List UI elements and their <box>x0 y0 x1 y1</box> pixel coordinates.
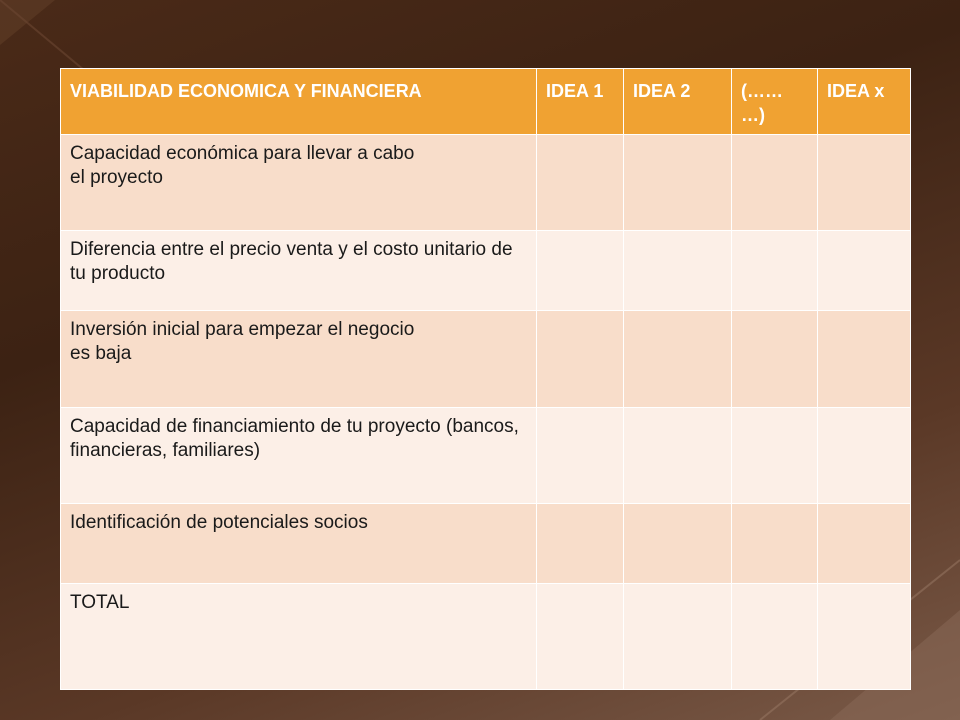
table-cell <box>537 231 624 311</box>
table-cell <box>732 584 818 690</box>
table-cell <box>624 584 732 690</box>
row-label: Capacidad económica para llevar a cabo el proyecto <box>61 135 537 231</box>
table-cell <box>732 231 818 311</box>
table-row <box>61 231 911 311</box>
header-idea-x: IDEA x <box>818 69 911 135</box>
header-criteria: VIABILIDAD ECONOMICA Y FINANCIERA <box>61 69 537 135</box>
table-row <box>61 135 911 231</box>
table-cell <box>624 311 732 408</box>
header-idea-1: IDEA 1 <box>537 69 624 135</box>
row-label: Inversión inicial para empezar el negocio es baja <box>61 311 537 408</box>
table-cell <box>818 135 911 231</box>
table-cell <box>537 135 624 231</box>
table-row <box>61 311 911 408</box>
header-idea-2: IDEA 2 <box>624 69 732 135</box>
table-row <box>61 408 911 504</box>
row-label: Identificación de potenciales socios <box>61 504 537 584</box>
table-cell <box>624 135 732 231</box>
table-cell <box>732 135 818 231</box>
table-row-total <box>61 584 911 690</box>
table-cell <box>818 504 911 584</box>
row-label: Diferencia entre el precio venta y el costo unitario de tu producto <box>61 231 537 311</box>
table-cell <box>818 231 911 311</box>
table-cell <box>732 408 818 504</box>
table-cell <box>624 408 732 504</box>
table-cell <box>537 408 624 504</box>
table-cell <box>537 504 624 584</box>
table-cell <box>537 584 624 690</box>
table-cell <box>818 408 911 504</box>
table-cell <box>818 311 911 408</box>
table-cell <box>624 504 732 584</box>
table-cell <box>732 504 818 584</box>
table-cell <box>537 311 624 408</box>
viability-table <box>60 68 911 690</box>
table-header-row <box>61 69 911 135</box>
table-row <box>61 504 911 584</box>
header-ellipsis: (…… …) <box>732 69 818 135</box>
table-cell <box>818 584 911 690</box>
row-label-total: TOTAL <box>61 584 537 690</box>
table-cell <box>732 311 818 408</box>
row-label: Capacidad de financiamiento de tu proyecto (bancos, financieras, familiares) <box>61 408 537 504</box>
table-cell <box>624 231 732 311</box>
